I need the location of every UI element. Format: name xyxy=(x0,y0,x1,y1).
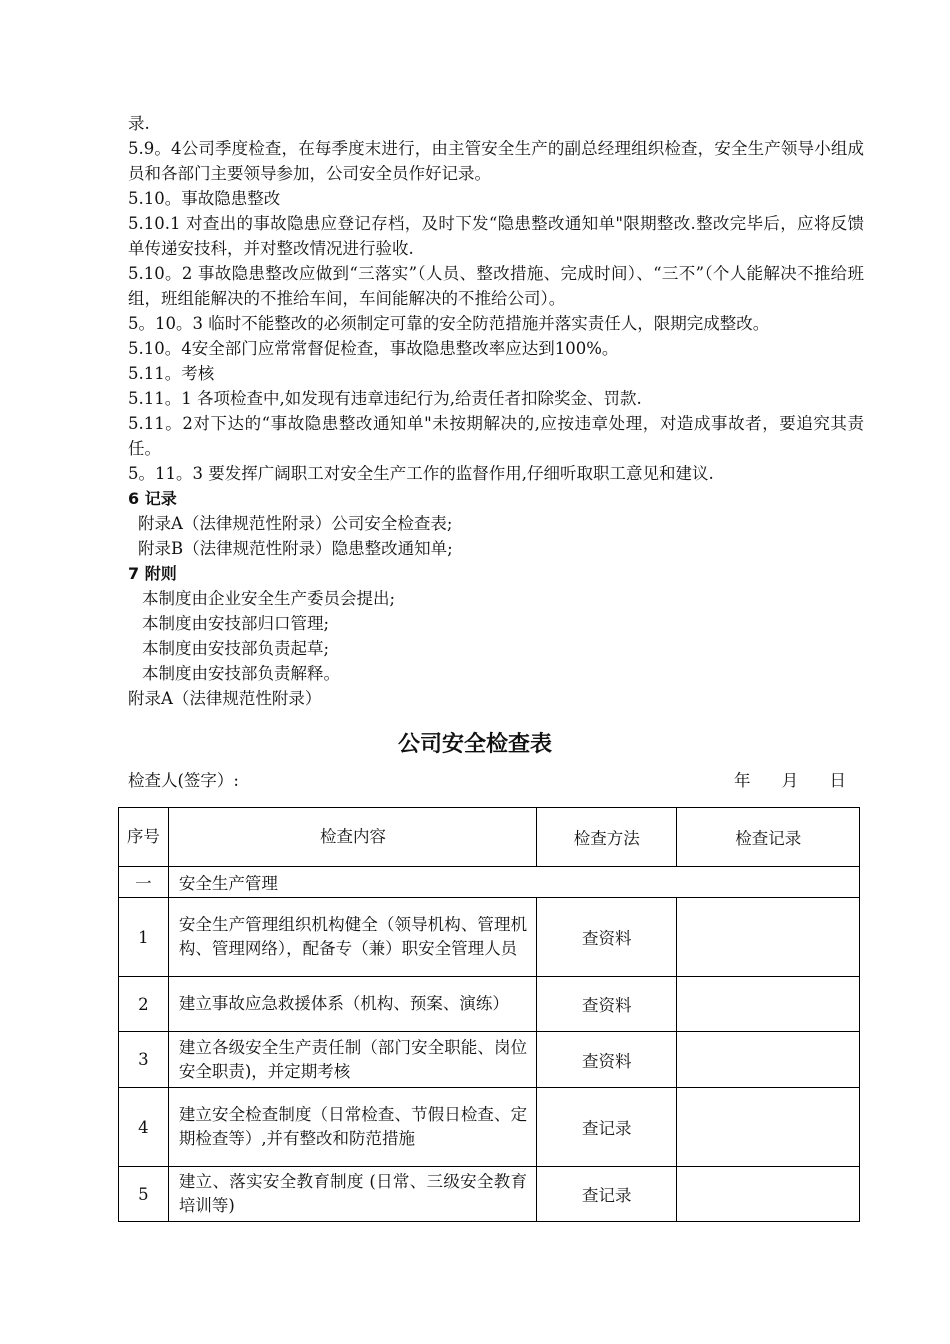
section-6-item: 附录A（法律规范性附录）公司安全检查表; xyxy=(138,514,453,533)
section-7-item: 本制度由安技部负责解释。 xyxy=(142,664,340,683)
header-no: 序号 xyxy=(119,808,169,867)
row-content: 建立各级安全生产责任制（部门安全职能、岗位安全职责)，并定期考核 xyxy=(168,1032,536,1088)
section-6-item: 附录B（法律规范性附录）隐患整改通知单; xyxy=(138,539,453,558)
body-line: 5。11。3 要发挥广阔职工对安全生产工作的监督作用,仔细听取职工意见和建议. xyxy=(128,464,714,483)
document-body xyxy=(128,111,864,711)
inspector-row xyxy=(128,770,846,792)
body-line: 5.9。4公司季度检查，在每季度末进行，由主管安全生产的副总经理组织检查，安全生产领导小组成员和各部门主要领导参加，公司安全员作好记录。 xyxy=(128,139,864,183)
row-content: 建立安全检查制度（日常检查、节假日检查、定期检查等）,并有整改和防范措施 xyxy=(168,1088,536,1167)
row-method: 查记录 xyxy=(537,1167,677,1222)
table-row xyxy=(119,977,860,1032)
row-no: 2 xyxy=(119,977,169,1032)
body-line: 录. xyxy=(128,114,150,133)
table-row xyxy=(119,1032,860,1088)
section-label: 安全生产管理 xyxy=(168,867,859,898)
body-line: 5.10。4安全部门应常常督促检查，事故隐患整改率应达到100%。 xyxy=(128,339,619,358)
date-day: 日 xyxy=(829,771,846,790)
row-no: 5 xyxy=(119,1167,169,1222)
section-7-item: 本制度由安技部归口管理; xyxy=(142,614,330,633)
inspection-table xyxy=(118,807,860,1222)
row-no: 1 xyxy=(119,898,169,977)
section-7-item: 本制度由企业安全生产委员会提出; xyxy=(142,589,396,608)
row-no: 3 xyxy=(119,1032,169,1088)
table-row xyxy=(119,1167,860,1222)
body-line: 5.10。2 事故隐患整改应做到“三落实”（人员、整改措施、完成时间）、“三不”（个人能解决不推给班组，班组能解决的不推给车间，车间能解决的不推给公司）。 xyxy=(128,264,864,308)
section-6-heading: 6 记录 xyxy=(128,489,177,508)
row-content: 安全生产管理组织机构健全（领导机构、管理机构、管理网络），配备专（兼）职安全管理人员 xyxy=(168,898,536,977)
row-method: 查资料 xyxy=(537,1032,677,1088)
row-method: 查资料 xyxy=(537,898,677,977)
table-section-row xyxy=(119,867,860,898)
row-record[interactable] xyxy=(677,1167,860,1222)
date-year: 年 xyxy=(734,771,751,790)
header-content: 检查内容 xyxy=(168,808,536,867)
row-method: 查资料 xyxy=(537,977,677,1032)
row-method: 查记录 xyxy=(537,1088,677,1167)
inspector-label: 检查人(签字）: xyxy=(128,771,239,790)
body-line: 5.11。考核 xyxy=(128,364,215,383)
row-record[interactable] xyxy=(677,1088,860,1167)
body-line: 5.11。2对下达的“事故隐患整改通知单"未按期解决的,应按违章处理，对造成事故者，要追究其责任。 xyxy=(128,414,864,458)
table-header-row xyxy=(119,808,860,867)
row-no: 4 xyxy=(119,1088,169,1167)
row-content: 建立事故应急救援体系（机构、预案、演练） xyxy=(168,977,536,1032)
body-line: 5。10。3 临时不能整改的必须制定可靠的安全防范措施并落实责任人，限期完成整改。 xyxy=(128,314,770,333)
header-method: 检查方法 xyxy=(537,808,677,867)
body-line: 5.10.1 对查出的事故隐患应登记存档，及时下发“隐患整改通知单"限期整改.整改完毕后，应将反馈单传递安技科，并对整改情况进行验收. xyxy=(128,214,864,258)
date-month: 月 xyxy=(781,771,799,790)
table-row xyxy=(119,898,860,977)
row-record[interactable] xyxy=(677,898,860,977)
section-no: 一 xyxy=(119,867,169,898)
date-fields xyxy=(708,770,846,792)
table-row xyxy=(119,1088,860,1167)
body-line: 5.10。事故隐患整改 xyxy=(128,189,281,208)
form-title: 公司安全检查表 xyxy=(397,732,552,757)
section-7-item: 本制度由安技部负责起草; xyxy=(142,639,330,658)
appendix-label: 附录A（法律规范性附录） xyxy=(128,689,322,708)
body-line: 5.11。1 各项检查中,如发现有违章违纪行为,给责任者扣除奖金、罚款. xyxy=(128,389,642,408)
section-7-heading: 7 附则 xyxy=(128,564,177,583)
row-record[interactable] xyxy=(677,977,860,1032)
row-record[interactable] xyxy=(677,1032,860,1088)
header-record: 检查记录 xyxy=(677,808,860,867)
row-content: 建立、落实安全教育制度 (日常、三级安全教育培训等) xyxy=(168,1167,536,1222)
